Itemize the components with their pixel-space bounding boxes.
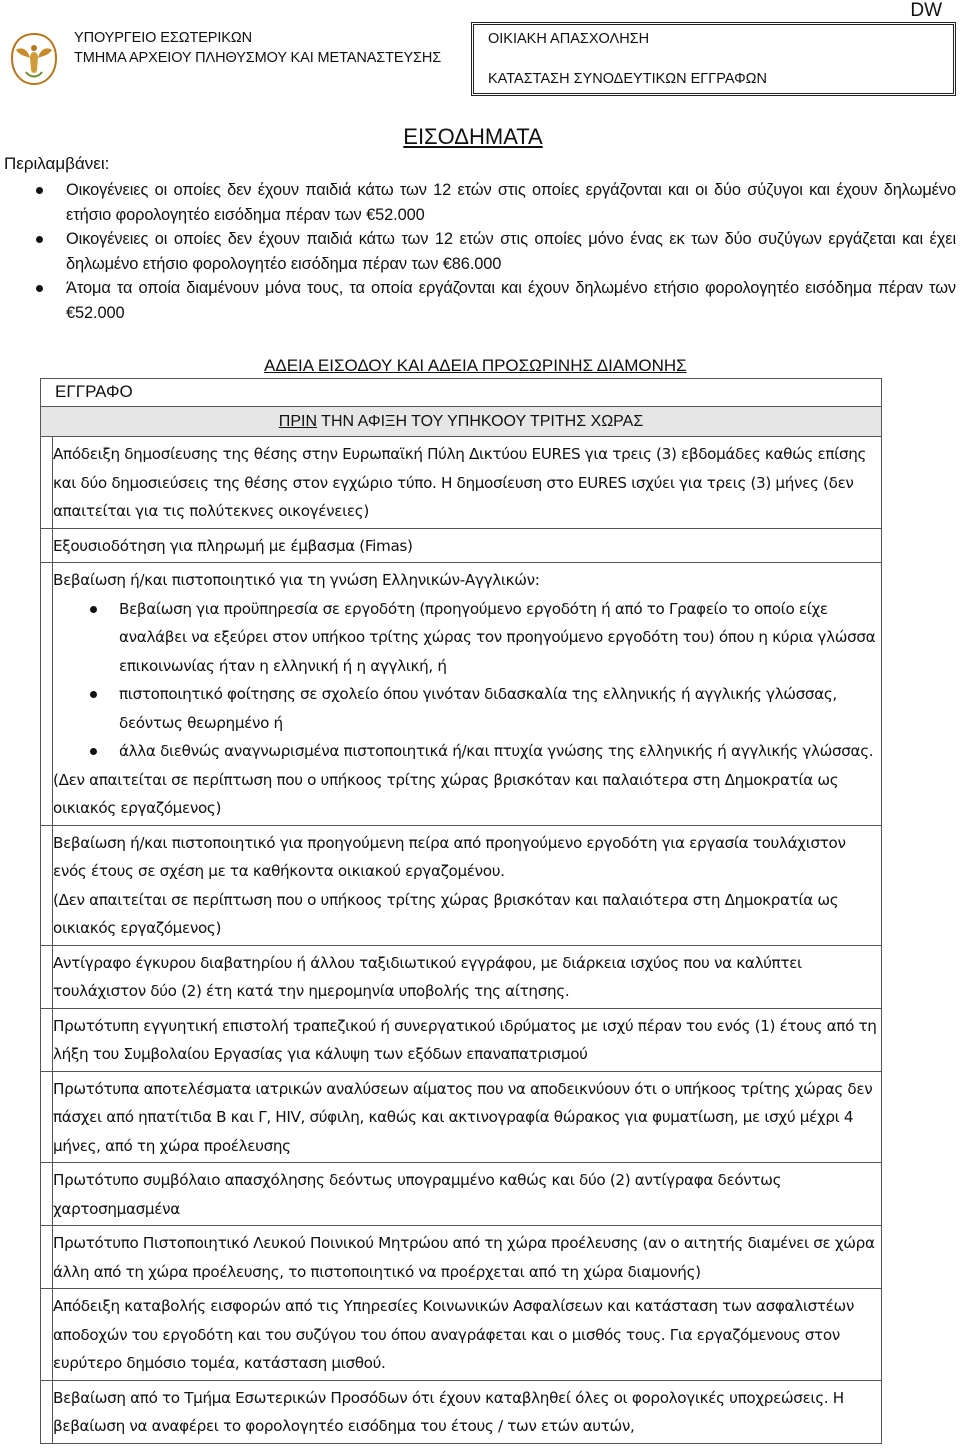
table-row — [41, 436, 881, 528]
table-row — [41, 1008, 881, 1071]
list-item: Οικογένειες οι οποίες δεν έχουν παιδιά κάτω των 12 ετών στις οποίες εργάζονται και οι δύο σύζυγοι και έχουν δηλωμένο ετήσιο φορολογητέο εισόδημα πέραν των €52.000 — [0, 178, 956, 227]
page-title: ΕΙΣΟΔΗΜΑΤΑ — [403, 124, 543, 149]
document-note: (Δεν απαιτείται σε περίπτωση που ο υπήκοος τρίτης χώρας βρισκόταν και παλαιότερα στη Δημοκρατία ως οικιακός εργαζόμενος) — [53, 770, 839, 817]
table-row — [41, 1225, 881, 1288]
document-intro: Βεβαίωση ή/και πιστοποιητικό για τη γνώση Ελληνικών-Αγγλικών: — [53, 571, 540, 589]
document-text: Βεβαίωση ή/και πιστοποιητικό για προηγούμενη πείρα από προηγούμενο εργοδότη για εργασία τουλάχιστον ενός έτους σε σχέση με τα καθήκοντα οικιακού εργαζομένου. — [53, 833, 846, 880]
documents-table — [40, 406, 882, 1444]
ministry-line-1: ΥΠΟΥΡΓΕΙΟ ΕΣΩΤΕΡΙΚΩΝ — [74, 30, 252, 46]
list-item: Άτομα τα οποία διαμένουν μόνα τους, τα οποία εργάζονται και έχουν δηλωμένο ετήσιο φορολογητέο εισόδημα πέραν των €52.000 — [0, 276, 956, 325]
table-row — [41, 562, 881, 825]
document-cell — [53, 826, 881, 945]
corner-label: DW — [910, 0, 942, 21]
intro-text: Περιλαμβάνει: — [4, 154, 110, 173]
ministry-line-2: ΤΜΗΜΑ ΑΡΧΕΙΟΥ ΠΛΗΘΥΣΜΟΥ ΚΑΙ ΜΕΤΑΝΑΣΤΕΥΣΗΣ — [74, 50, 442, 66]
document-cell: Απόδειξη δημοσίευσης της θέσης στην Ευρωπαϊκή Πύλη Δικτύου EURES για τρεις (3) εβδομάδες καθώς επίσης και δύο δημοσιεύσεις της θέσης στον εγχώριο τύπο. Η δημοσίευση στο EURES ισχύει για τρεις (3) μήνες (δεν απαιτείται για τις πολύτεκνες οικογένειες) — [53, 445, 867, 520]
table-row — [41, 1288, 881, 1380]
list-item: Βεβαίωση για προϋπηρεσία σε εργοδότη (προηγούμενο εργοδότη ή από το Γραφείο το οποίο είχε αναλάβει να εξεύρει στον υπήκοο τρίτης χώρας τον προηγούμενο εργοδότη του) όπου η κύρια γλώσσα επικοινωνίας ήταν η ελληνική ή η αγγλική, ή — [53, 595, 881, 681]
table-row — [41, 1071, 881, 1163]
document-cell: Πρωτότυπα αποτελέσματα ιατρικών αναλύσεων αίματος που να αποδεικνύουν ότι ο υπήκοος τρίτης χώρας δεν πάσχει από ηπατίτιδα Β και Γ, HIV, σύφιλη, καθώς και ακτινογραφία θώρακος για φυματίωση, με ισχύ μέχρι 4 μήνες, από τη χώρα προέλευσης — [53, 1079, 873, 1155]
ministry-name — [74, 28, 441, 68]
document-cell: Πρωτότυπο Πιστοποιητικό Λευκού Ποινικού Μητρώου από τη χώρα προέλευσης (αν ο αιτητής διαμένει σε χώρα άλλη από τη χώρα προέλευσης, το πιστοποιητικό να προέρχεται από τη χώρα διαμονής) — [53, 1234, 875, 1281]
document-cell: Πρωτότυπη εγγυητική επιστολή τραπεζικού ή συνεργατικού ιδρύματος με ισχύ πέραν του ενός (1) έτους από τη λήξη του Συμβολαίου Εργασίας για κάλυψη των εξόδων επαναπατρισμού — [53, 1016, 877, 1063]
document-cell — [53, 563, 881, 825]
table-row — [41, 825, 881, 945]
language-proof-list — [53, 595, 881, 766]
subheader-text: ΤΗΝ ΑΦΙΞΗ ΤΟΥ ΥΠΗΚΟΟΥ ΤΡΙΤΗΣ ΧΩΡΑΣ — [317, 413, 644, 430]
document-cell: Πρωτότυπο συμβόλαιο απασχόλησης δεόντως υπογραμμένο καθώς και δύο (2) αντίγραφα δεόντως χαρτοσημασμένα — [53, 1171, 782, 1218]
list-item: πιστοποιητικό φοίτησης σε σχολείο όπου γινόταν διδασκαλία της ελληνικής ή αγγλικής γλώσσας, δεόντως θεωρημένο ή — [53, 680, 881, 737]
document-cell: Εξουσιοδότηση για πληρωμή με έμβασμα (Fimas) — [53, 536, 413, 555]
header-box-line-1: ΟΙΚΙΑΚΗ ΑΠΑΣΧΟΛΗΣΗ — [488, 31, 650, 47]
list-item: άλλα διεθνώς αναγνωρισμένα πιστοποιητικά ή/και πτυχία γνώσης της ελληνικής ή αγγλικής γλώσσας. — [53, 737, 881, 766]
section-title: ΑΔΕΙΑ ΕΙΣΟΔΟΥ ΚΑΙ ΑΔΕΙΑ ΠΡΟΣΩΡΙΝΗΣ ΔΙΑΜΟΝΗΣ — [264, 356, 687, 375]
cyprus-emblem-icon — [6, 28, 62, 88]
table-row — [41, 1162, 881, 1225]
document-cell: Βεβαίωση από το Τμήμα Εσωτερικών Προσόδων ότι έχουν καταβληθεί όλες οι φορολογικές υποχρεώσεις. Η βεβαίωση να αναφέρει το φορολογητέο εισόδημα του έτους / των ετών αυτών, — [53, 1388, 844, 1435]
table-subheader — [41, 406, 881, 436]
document-cell: Απόδειξη καταβολής εισφορών από τις Υπηρεσίες Κοινωνικών Ασφαλίσεων και κατάσταση των ασφαλιστέων αποδοχών του εργοδότη και του συζύγου του όπου αναγράφεται και ο μισθός τους. Για εργαζόμενους στον ευρύτερο δημόσιο τομέα, κατάσταση μισθού. — [53, 1297, 855, 1372]
header-box-line-2: ΚΑΤΑΣΤΑΣΗ ΣΥΝΟΔΕΥΤΙΚΩΝ ΕΓΓΡΑΦΩΝ — [488, 71, 767, 87]
header-box — [471, 22, 956, 96]
subheader-underlined: ΠΡΙΝ — [278, 413, 318, 430]
document-cell: Αντίγραφο έγκυρου διαβατηρίου ή άλλου ταξιδιωτικού εγγράφου, με διάρκεια ισχύος που να καλύπτει τουλάχιστον δύο (2) έτη κατά την ημερομηνία υποβολής της αίτησης. — [53, 953, 802, 1000]
document-note: (Δεν απαιτείται σε περίπτωση που ο υπήκοος τρίτης χώρας βρισκόταν και παλαιότερα στη Δημοκρατία ως οικιακός εργαζόμενος) — [53, 890, 839, 937]
document-column-label: ΕΓΓΡΑΦΟ — [40, 378, 882, 406]
list-item: Οικογένειες οι οποίες δεν έχουν παιδιά κάτω των 12 ετών στις οποίες μόνο ένας εκ των δύο συζύγων εργάζεται και έχει δηλωμένο ετήσιο φορολογητέο εισόδημα πέραν των €86.000 — [0, 227, 956, 276]
table-row — [41, 945, 881, 1008]
table-row — [41, 528, 881, 563]
table-row — [41, 1380, 881, 1443]
criteria-list — [0, 178, 956, 325]
page-header — [0, 22, 960, 98]
